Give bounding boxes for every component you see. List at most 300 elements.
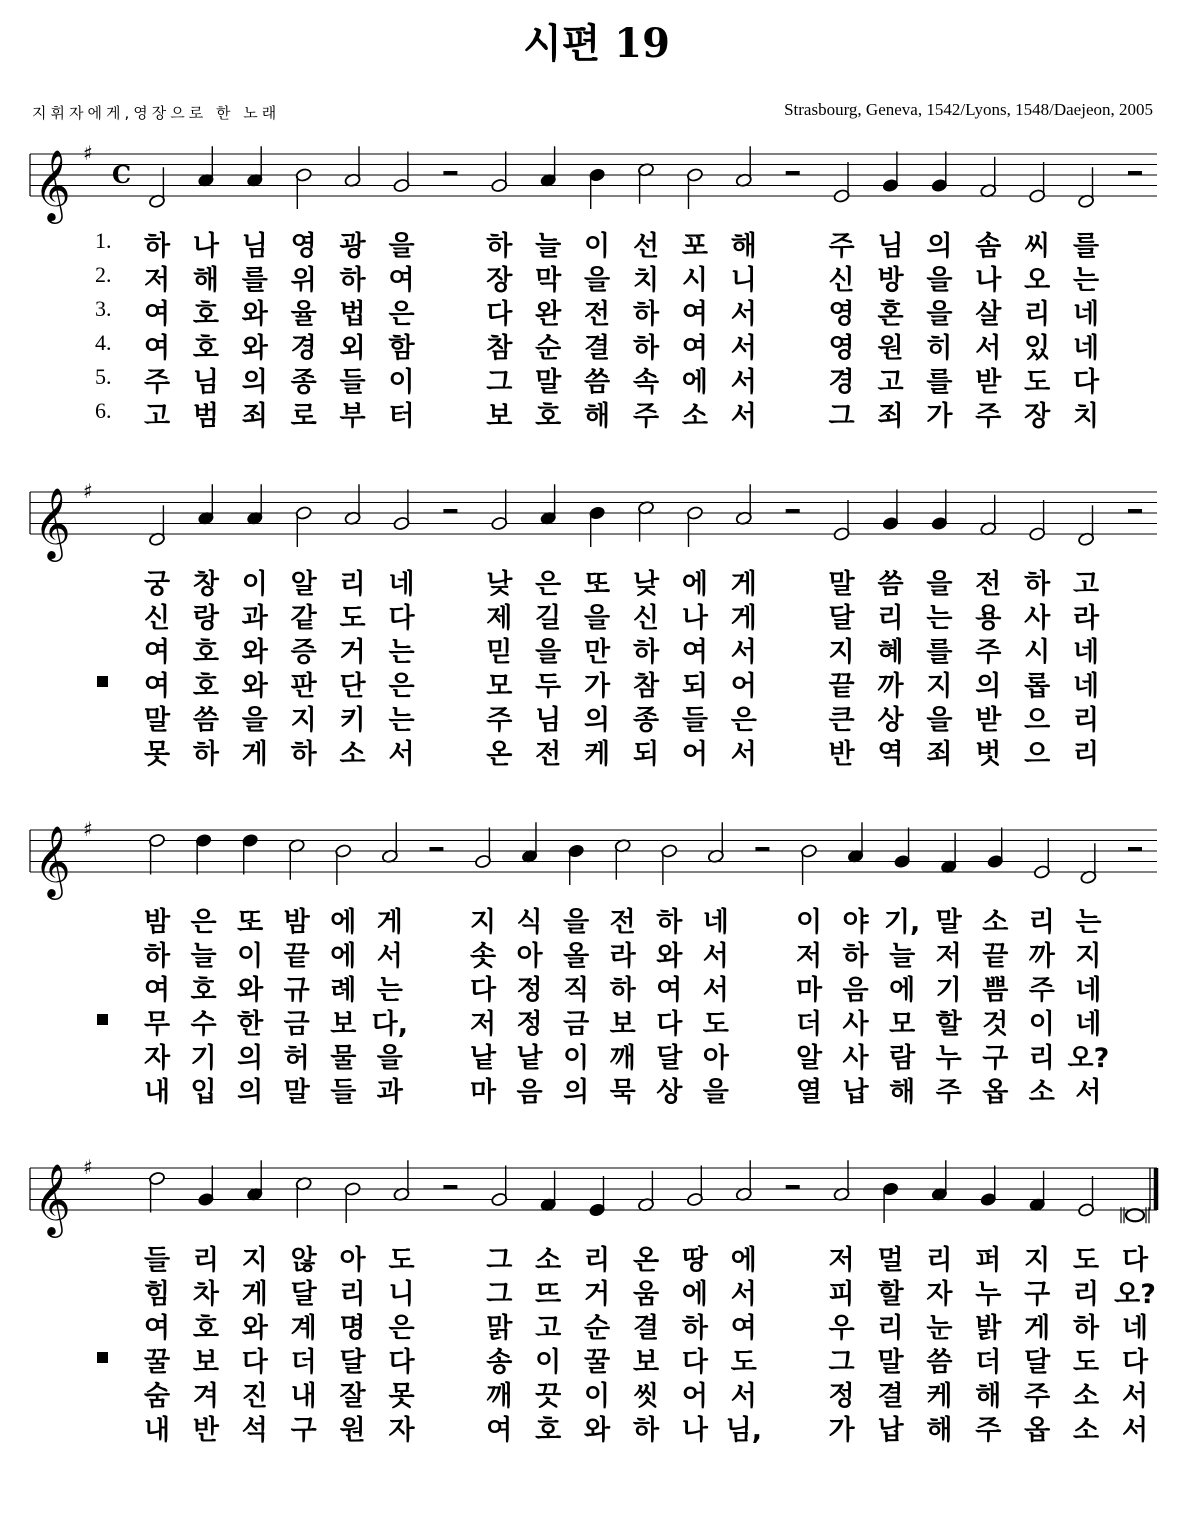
lyric-syllable: 꿀 xyxy=(143,1347,171,1378)
lyric-syllable: 규 xyxy=(283,975,310,1006)
lyric-syllable: 게 xyxy=(376,907,403,938)
lyric-syllable: 여 xyxy=(681,299,708,330)
lyric-syllable: 광 xyxy=(339,231,366,262)
lyric-syllable: 호 xyxy=(535,401,562,432)
lyric-syllable: 와 xyxy=(241,333,268,364)
music-system-1 xyxy=(0,130,1193,510)
lyric-syllable: 와 xyxy=(656,941,683,972)
lyric-syllable: 씀 xyxy=(584,367,611,398)
note xyxy=(847,822,864,863)
lyric-syllable: 보 xyxy=(192,1347,219,1378)
lyric-syllable: 무 xyxy=(143,1009,171,1040)
lyric-syllable: 들 xyxy=(330,1077,357,1108)
lyric-syllable: 씀 xyxy=(877,569,904,600)
lyric-syllable: 하 xyxy=(486,231,513,262)
lyric-syllable: 주 xyxy=(143,367,171,398)
half-rest xyxy=(786,509,800,513)
lyric-syllable: 에 xyxy=(730,1245,757,1276)
note xyxy=(735,146,752,187)
lyric-syllable: 을 xyxy=(926,265,953,296)
lyric-syllable: 못 xyxy=(388,1381,415,1412)
lyric-syllable: 다 xyxy=(656,1009,683,1040)
lyric-syllable: 서 xyxy=(730,401,757,432)
lyric-syllable: 달 xyxy=(1024,1347,1051,1378)
lyric-syllable: 을 xyxy=(241,705,268,736)
verse-number: 5. xyxy=(95,364,112,389)
lyric-syllable: 게 xyxy=(730,569,757,600)
lyric-syllable: 서 xyxy=(730,1279,757,1310)
note xyxy=(148,167,165,208)
lyric-syllable: 구 xyxy=(1024,1279,1051,1310)
lyric-syllable: 전 xyxy=(584,299,611,330)
note xyxy=(246,146,263,187)
lyric-syllable: 는 xyxy=(1073,265,1100,296)
lyric-syllable: 다 xyxy=(241,1347,268,1378)
lyric-syllable: 쁨 xyxy=(982,975,1009,1006)
lyric-syllable: 네 xyxy=(1073,299,1100,330)
lyric-syllable: 이 xyxy=(237,941,264,972)
lyric-syllable: 온 xyxy=(632,1245,660,1276)
lyric-syllable: 이 xyxy=(584,1381,611,1412)
lyric-syllable: 씻 xyxy=(632,1381,660,1412)
lyric-syllable: 다 xyxy=(388,603,415,634)
note xyxy=(393,152,410,193)
lyric-syllable: 내 xyxy=(143,1415,171,1446)
lyric-syllable: 치 xyxy=(632,265,660,296)
lyric-syllable: 되 xyxy=(632,739,660,770)
lyric-syllable: 이 xyxy=(563,1043,590,1074)
lyric-syllable: 주 xyxy=(828,231,855,262)
note xyxy=(1080,843,1097,884)
lyric-syllable: 포 xyxy=(681,231,708,262)
lyric-syllable: 리 xyxy=(339,569,366,600)
note xyxy=(344,146,361,187)
lyric-syllable: 보 xyxy=(330,1009,357,1040)
lyric-syllable: 소 xyxy=(1073,1415,1100,1446)
lyric-syllable: 맑 xyxy=(486,1313,513,1344)
lyric-syllable: 끗 xyxy=(535,1381,562,1412)
lyric-line xyxy=(0,1374,1193,1412)
lyric-syllable: 완 xyxy=(535,299,562,330)
verse-number: 4. xyxy=(95,330,112,355)
lyric-syllable: 큰 xyxy=(828,705,855,736)
lyric-line xyxy=(0,1070,1193,1108)
lyric-syllable: 죄 xyxy=(926,739,953,770)
lyric-syllable: 을 xyxy=(376,1043,403,1074)
note xyxy=(1078,505,1095,546)
lyric-syllable: 네 xyxy=(1073,671,1100,702)
lyric-syllable: 말 xyxy=(935,907,962,938)
lyric-syllable: 옵 xyxy=(1024,1415,1051,1446)
lyric-syllable: 송 xyxy=(486,1347,513,1378)
lyric-syllable: 시 xyxy=(1024,637,1051,668)
lyric-syllable: 은 xyxy=(730,705,757,736)
lyric-syllable: 경 xyxy=(828,367,855,398)
lyric-syllable: 지 xyxy=(469,907,497,938)
lyric-syllable: 와 xyxy=(241,671,268,702)
lyric-syllable: 을 xyxy=(584,265,611,296)
half-rest xyxy=(443,1185,457,1189)
lyric-syllable: 라 xyxy=(1073,603,1100,634)
lyric-line xyxy=(0,562,1193,600)
lyric-syllable: 서 xyxy=(1075,1077,1102,1108)
lyric-syllable: 씀 xyxy=(192,705,219,736)
lyric-syllable: 의 xyxy=(975,671,1002,702)
lyric-syllable: 마 xyxy=(469,1077,497,1108)
note xyxy=(637,500,654,541)
lyric-syllable: 하 xyxy=(842,941,869,972)
lyric-syllable: 기 xyxy=(190,1043,217,1074)
lyric-syllable: 씨 xyxy=(1024,231,1051,262)
lyric-syllable: 알 xyxy=(795,1043,823,1074)
lyric-syllable: 정 xyxy=(516,1009,543,1040)
lyric-syllable: 는 xyxy=(1075,907,1102,938)
lyric-syllable: 낱 xyxy=(469,1043,497,1074)
lyric-syllable: 를 xyxy=(926,367,953,398)
lyric-syllable: 다 xyxy=(1121,1245,1149,1276)
half-rest xyxy=(755,847,769,851)
lyric-syllable: 보 xyxy=(609,1009,636,1040)
lyric-syllable: 주 xyxy=(632,401,660,432)
lyric-syllable: 하 xyxy=(143,231,171,262)
lyric-syllable: 네 xyxy=(1073,333,1100,364)
lyric-syllable: 아 xyxy=(339,1245,366,1276)
lyric-syllable: 으 xyxy=(1024,705,1051,736)
note xyxy=(197,146,214,187)
lyric-syllable: 은 xyxy=(388,1313,415,1344)
lyric-syllable: 길 xyxy=(535,603,562,634)
lyric-syllable: 내 xyxy=(143,1077,171,1108)
note xyxy=(589,1176,606,1217)
lyric-syllable: 지 xyxy=(1024,1245,1051,1276)
lyric-syllable: 리 xyxy=(1073,705,1100,736)
lyric-syllable: 올 xyxy=(563,941,590,972)
key-signature-sharp-icon: ♯ xyxy=(83,817,93,841)
lyric-syllable: 소 xyxy=(535,1245,562,1276)
music-system-2 xyxy=(0,468,1193,848)
lyric-syllable: 기, xyxy=(883,907,921,938)
lyric-syllable: 서 xyxy=(730,367,757,398)
lyric-syllable: 이 xyxy=(241,569,268,600)
lyric-syllable: 하 xyxy=(339,265,366,296)
lyric-syllable: 주 xyxy=(1028,975,1055,1006)
lyric-syllable: 에 xyxy=(681,569,708,600)
lyric-syllable: 다 xyxy=(388,1347,415,1378)
lyric-syllable: 을 xyxy=(535,637,562,668)
lyric-syllable: 보 xyxy=(486,401,513,432)
lyric-syllable: 있 xyxy=(1024,333,1051,364)
lyric-syllable: 정 xyxy=(828,1381,855,1412)
lyric-syllable: 서 xyxy=(975,333,1002,364)
lyric-line xyxy=(0,258,1193,296)
lyric-syllable: 못 xyxy=(143,739,171,770)
lyric-syllable: 도 xyxy=(339,603,366,634)
note xyxy=(295,1176,312,1217)
lyric-syllable: 순 xyxy=(584,1313,611,1344)
lyric-syllable: 서 xyxy=(730,299,757,330)
note xyxy=(540,484,557,525)
lyric-syllable: 나 xyxy=(681,603,708,634)
lyric-syllable: 지 xyxy=(828,637,855,668)
lyric-syllable: 그 xyxy=(486,1245,513,1276)
lyric-syllable: 전 xyxy=(975,569,1002,600)
time-signature: C xyxy=(112,160,132,189)
lyric-syllable: 오 xyxy=(1024,265,1051,296)
lyric-syllable: 여 xyxy=(388,265,415,296)
lyric-syllable: 다 xyxy=(681,1347,708,1378)
lyric-syllable: 외 xyxy=(339,333,366,364)
lyric-syllable: 을 xyxy=(702,1077,729,1108)
lyric-syllable: 또 xyxy=(237,907,264,938)
lyric-syllable: 여 xyxy=(143,671,171,702)
lyric-syllable: 막 xyxy=(535,265,562,296)
lyric-syllable: 사 xyxy=(842,1043,869,1074)
lyric-syllable: 하 xyxy=(681,1313,708,1344)
lyric-syllable: 만 xyxy=(584,637,611,668)
lyric-syllable: 에 xyxy=(681,1279,708,1310)
lyric-syllable: 수 xyxy=(190,1009,217,1040)
treble-clef-icon: 𝄞 xyxy=(34,148,71,221)
lyric-syllable: 할 xyxy=(935,1009,962,1040)
psalm-subtitle: 지휘자에게,영장으로 한 노래 xyxy=(32,104,281,122)
lyric-syllable: 소 xyxy=(339,739,366,770)
note xyxy=(288,838,305,879)
note xyxy=(295,168,312,209)
lyric-syllable: 땅 xyxy=(681,1245,708,1276)
lyric-syllable: 의 xyxy=(563,1077,590,1108)
note xyxy=(882,1182,899,1223)
lyric-syllable: 결 xyxy=(877,1381,904,1412)
lyric-syllable: 서 xyxy=(730,739,757,770)
lyric-syllable: 게 xyxy=(1024,1313,1051,1344)
lyric-syllable: 리 xyxy=(1073,1279,1100,1310)
lyric-syllable: 영 xyxy=(828,333,855,364)
lyric-line xyxy=(0,224,1193,262)
lyric-syllable: 다 xyxy=(1073,367,1100,398)
key-signature-sharp-icon: ♯ xyxy=(83,1155,93,1179)
lyric-syllable: 하 xyxy=(1073,1313,1100,1344)
note xyxy=(540,146,557,187)
lyric-syllable: 원 xyxy=(877,333,904,364)
lyric-syllable: 반 xyxy=(192,1415,219,1446)
lyric-syllable: 씀 xyxy=(926,1347,953,1378)
lyric-syllable: 사 xyxy=(1024,603,1051,634)
lyric-syllable: 납 xyxy=(842,1077,869,1108)
lyric-syllable: 속 xyxy=(632,367,660,398)
lyric-syllable: 은 xyxy=(190,907,217,938)
lyric-line xyxy=(0,1340,1193,1378)
lyric-syllable: 정 xyxy=(516,975,543,1006)
lyric-syllable: 지 xyxy=(241,1245,268,1276)
lyric-syllable: 죄 xyxy=(241,401,268,432)
lyric-syllable: 부 xyxy=(339,401,366,432)
half-rest xyxy=(1128,847,1142,851)
lyric-syllable: 여 xyxy=(486,1415,513,1446)
lyric-syllable: 는 xyxy=(388,637,415,668)
note xyxy=(686,168,703,209)
lyric-syllable: 하 xyxy=(656,907,683,938)
lyric-syllable: 와 xyxy=(584,1415,611,1446)
lyric-syllable: 리 xyxy=(1028,1043,1055,1074)
lyric-syllable: 을 xyxy=(926,705,953,736)
note xyxy=(987,828,1004,869)
lyric-syllable: 참 xyxy=(632,671,660,702)
lyric-syllable: 을 xyxy=(926,299,953,330)
tune-source: Strasbourg, Geneva, 1542/Lyons, 1548/Daejeon, 2005 xyxy=(784,100,1153,119)
lyric-syllable: 하 xyxy=(192,739,219,770)
lyric-syllable: 더 xyxy=(290,1347,317,1378)
lyric-syllable: 여 xyxy=(730,1313,757,1344)
lyric-syllable: 꿀 xyxy=(584,1347,611,1378)
lyric-syllable: 보 xyxy=(632,1347,660,1378)
lyric-syllable: 어 xyxy=(681,739,708,770)
lyric-syllable: 죄 xyxy=(877,401,904,432)
note xyxy=(1029,500,1046,541)
lyric-syllable: 도 xyxy=(1073,1245,1100,1276)
lyric-syllable: 다 xyxy=(469,975,497,1006)
lyric-syllable: 은 xyxy=(388,299,415,330)
note xyxy=(491,1166,508,1207)
lyric-syllable: 주 xyxy=(975,1415,1002,1446)
lyric-syllable: 신 xyxy=(143,603,171,634)
lyric-syllable: 판 xyxy=(290,671,317,702)
lyric-syllable: 순 xyxy=(535,333,562,364)
lyric-syllable: 묵 xyxy=(609,1077,636,1108)
note xyxy=(686,506,703,547)
lyric-syllable: 라 xyxy=(609,941,636,972)
lyric-syllable: 고 xyxy=(877,367,904,398)
lyric-syllable: 님, xyxy=(725,1415,762,1446)
lyric-syllable: 의 xyxy=(237,1077,264,1108)
lyric-syllable: 솟 xyxy=(469,941,497,972)
lyric-syllable: 아 xyxy=(516,941,543,972)
note xyxy=(491,152,508,193)
lyric-syllable: 거 xyxy=(339,637,366,668)
lyric-syllable: 리 xyxy=(1024,299,1051,330)
lyric-syllable: 소 xyxy=(982,907,1009,938)
lyric-syllable: 오? xyxy=(1067,1043,1110,1074)
note xyxy=(661,844,678,885)
lyric-syllable: 리 xyxy=(339,1279,366,1310)
lyric-syllable: 구 xyxy=(982,1043,1009,1074)
half-rest xyxy=(786,171,800,175)
lyric-syllable: 용 xyxy=(975,603,1002,634)
lyric-syllable: 영 xyxy=(828,299,855,330)
lyric-line xyxy=(0,1272,1193,1310)
lyric-syllable: 지 xyxy=(926,671,953,702)
lyric-syllable: 말 xyxy=(828,569,855,600)
lyric-syllable: 키 xyxy=(339,705,366,736)
lyric-syllable: 리 xyxy=(584,1245,611,1276)
lyric-syllable: 또 xyxy=(584,569,611,600)
lyric-syllable: 더 xyxy=(975,1347,1002,1378)
lyric-syllable: 여 xyxy=(681,333,708,364)
lyric-syllable: 주 xyxy=(486,705,513,736)
note xyxy=(491,490,508,531)
lyric-syllable: 저 xyxy=(469,1009,497,1040)
note xyxy=(614,838,631,879)
lyric-syllable: 호 xyxy=(192,671,219,702)
treble-clef-icon: 𝄞 xyxy=(34,824,71,897)
lyric-syllable: 서 xyxy=(702,941,729,972)
lyric-syllable: 금 xyxy=(563,1009,590,1040)
lyric-syllable: 누 xyxy=(975,1279,1002,1310)
lyric-syllable: 서 xyxy=(730,637,757,668)
lyric-syllable: 받 xyxy=(975,367,1002,398)
lyric-syllable: 명 xyxy=(339,1313,366,1344)
lyric-syllable: 으 xyxy=(1024,739,1051,770)
note xyxy=(735,1160,752,1201)
lyric-syllable: 자 xyxy=(926,1279,953,1310)
lyric-syllable: 자 xyxy=(143,1043,171,1074)
note xyxy=(381,822,398,863)
lyric-syllable: 는 xyxy=(926,603,953,634)
note xyxy=(335,844,352,885)
lyric-syllable: 다 xyxy=(486,299,513,330)
lyric-line xyxy=(0,360,1193,398)
note xyxy=(393,1160,410,1201)
lyric-syllable: 물 xyxy=(330,1043,357,1074)
lyric-syllable: 람 xyxy=(889,1043,916,1074)
note xyxy=(242,833,259,874)
lyric-syllable: 호 xyxy=(192,299,219,330)
lyric-syllable: 위 xyxy=(290,265,317,296)
lyric-syllable: 와 xyxy=(237,975,264,1006)
note xyxy=(940,833,957,874)
verse-marker-icon xyxy=(97,676,108,687)
lyric-syllable: 히 xyxy=(926,333,953,364)
lyric-syllable: 님 xyxy=(192,367,219,398)
lyric-syllable: 참 xyxy=(486,333,513,364)
lyric-syllable: 들 xyxy=(339,367,366,398)
lyric-syllable: 서 xyxy=(376,941,403,972)
lyric-syllable: 옵 xyxy=(982,1077,1009,1108)
lyric-syllable: 까 xyxy=(877,671,904,702)
lyric-syllable: 터 xyxy=(388,401,415,432)
verse-number: 6. xyxy=(95,398,112,423)
lyric-syllable: 님 xyxy=(241,231,268,262)
lyric-syllable: 고 xyxy=(1073,569,1100,600)
lyric-syllable: 법 xyxy=(339,299,366,330)
lyric-syllable: 님 xyxy=(535,705,562,736)
lyric-syllable: 진 xyxy=(241,1381,268,1412)
lyric-syllable: 롭 xyxy=(1024,671,1051,702)
note xyxy=(344,484,361,525)
lyric-syllable: 계 xyxy=(290,1313,317,1344)
lyric-line xyxy=(0,292,1193,330)
lyric-syllable: 들 xyxy=(681,705,708,736)
lyric-syllable: 까 xyxy=(1028,941,1055,972)
lyric-syllable: 지 xyxy=(1075,941,1102,972)
lyric-syllable: 호 xyxy=(190,975,217,1006)
lyric-line xyxy=(0,698,1193,736)
note xyxy=(393,490,410,531)
lyric-line xyxy=(0,1238,1193,1276)
lyric-syllable: 서 xyxy=(730,1381,757,1412)
lyric-line xyxy=(0,900,1193,938)
lyric-syllable: 들 xyxy=(143,1245,171,1276)
lyric-line xyxy=(0,596,1193,634)
lyric-syllable: 할 xyxy=(877,1279,904,1310)
lyric-syllable: 사 xyxy=(842,1009,869,1040)
lyric-syllable: 금 xyxy=(283,1009,310,1040)
lyric-syllable: 를 xyxy=(241,265,268,296)
lyric-syllable: 서 xyxy=(1121,1381,1149,1412)
lyric-syllable: 소 xyxy=(1073,1381,1100,1412)
lyric-syllable: 는 xyxy=(376,975,403,1006)
lyric-line xyxy=(0,1002,1193,1040)
lyric-syllable: 낮 xyxy=(632,569,660,600)
